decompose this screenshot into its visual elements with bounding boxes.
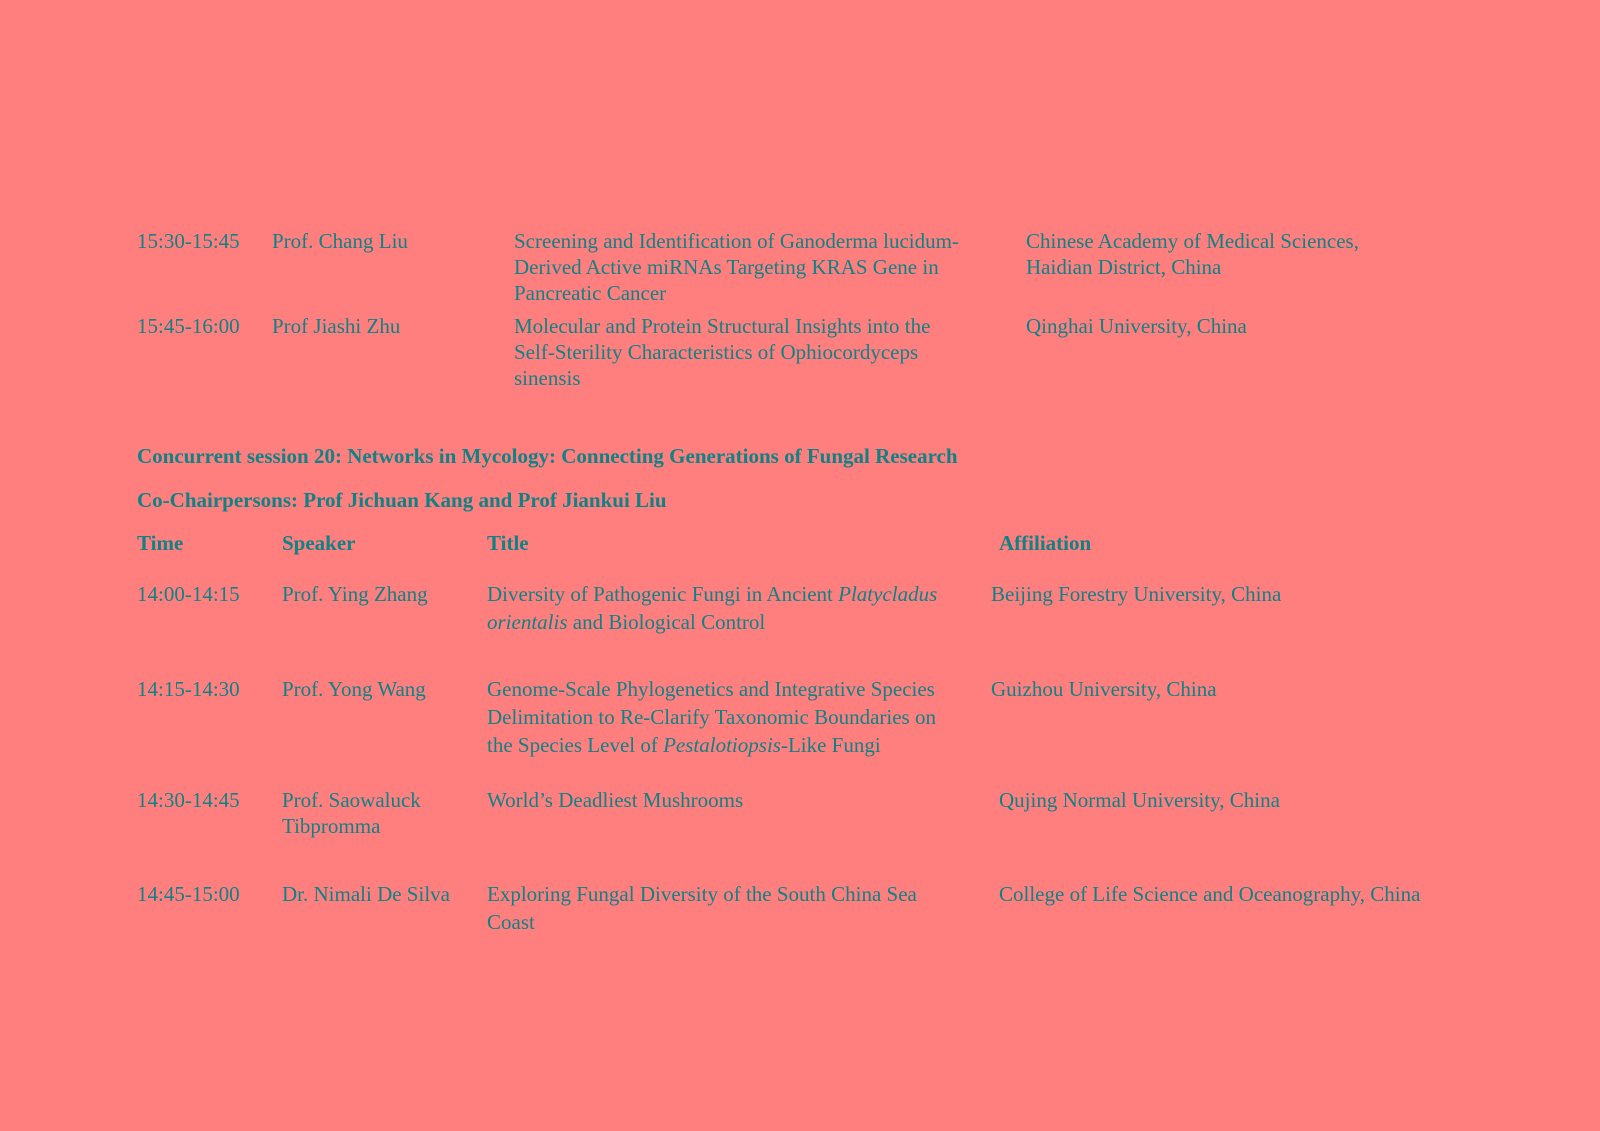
session-chairs: Co-Chairpersons: Prof Jichuan Kang and Prof Jiankui Liu xyxy=(137,488,667,512)
time-cell: 14:15-14:30 xyxy=(137,677,240,701)
speaker-line: Prof. Saowaluck xyxy=(282,788,421,812)
title-line xyxy=(487,608,937,636)
title-line: Screening and Identification of Ganoderma lucidum- xyxy=(514,229,959,253)
title-line: Delimitation to Re-Clarify Taxonomic Boundaries on xyxy=(487,705,936,729)
title-text: -Like Fungi xyxy=(780,733,881,757)
title-line: Genome-Scale Phylogenetics and Integrative Species xyxy=(487,677,935,701)
title-line: sinensis xyxy=(514,366,581,390)
title-italic: Pestalotiopsis xyxy=(663,733,781,757)
header-title: Title xyxy=(487,531,529,555)
time-cell: 14:30-14:45 xyxy=(137,788,240,812)
speaker-line: Prof. Yong Wang xyxy=(282,677,426,701)
speaker-cell: Prof Jiashi Zhu xyxy=(272,314,401,338)
session-title: Concurrent session 20: Networks in Mycology: Connecting Generations of Fungal Research xyxy=(137,444,958,468)
speaker-cell: Prof. Chang Liu xyxy=(272,229,408,253)
title-cell xyxy=(514,228,959,306)
title-line: Pancreatic Cancer xyxy=(514,281,667,305)
affiliation-cell: Guizhou University, China xyxy=(991,677,1217,701)
time-cell: 15:30-15:45 xyxy=(137,229,240,253)
affiliation-cell: College of Life Science and Oceanography, China xyxy=(999,882,1421,906)
speaker-line: Tibpromma xyxy=(282,814,381,838)
title-line xyxy=(487,580,937,608)
time-cell: 14:45-15:00 xyxy=(137,882,240,906)
title-text: the Species Level of xyxy=(487,733,664,757)
title-text: and Biological Control xyxy=(567,610,766,634)
affiliation-line: Chinese Academy of Medical Sciences, xyxy=(1026,229,1359,253)
header-time: Time xyxy=(137,531,184,555)
time-cell: 14:00-14:15 xyxy=(137,582,240,606)
title-cell xyxy=(514,313,930,391)
affiliation-cell xyxy=(1026,313,1247,339)
header-affiliation: Affiliation xyxy=(999,531,1092,555)
title-cell xyxy=(487,675,936,759)
time-cell: 15:45-16:00 xyxy=(137,314,240,338)
speaker-line: Prof. Ying Zhang xyxy=(282,582,428,606)
title-line xyxy=(487,731,936,759)
affiliation-line: Haidian District, China xyxy=(1026,255,1222,279)
speaker-line: Dr. Nimali De Silva xyxy=(282,882,450,906)
title-text: Diversity of Pathogenic Fungi in Ancient xyxy=(487,582,839,606)
title-cell: World’s Deadliest Mushrooms xyxy=(487,788,744,812)
affiliation-cell: Qujing Normal University, China xyxy=(999,788,1280,812)
title-cell xyxy=(487,580,937,636)
affiliation-line: Qinghai University, China xyxy=(1026,314,1247,338)
title-line: Molecular and Protein Structural Insights into the xyxy=(514,314,931,338)
title-line: Self-Sterility Characteristics of Ophiocordyceps xyxy=(514,340,919,364)
header-speaker: Speaker xyxy=(282,531,356,555)
speaker-cell xyxy=(282,675,426,703)
title-cell xyxy=(487,880,917,936)
title-italic: Platycladus xyxy=(838,582,938,606)
title-line: Coast xyxy=(487,910,535,934)
title-italic: orientalis xyxy=(487,610,568,634)
speaker-cell xyxy=(282,880,450,908)
affiliation-cell xyxy=(1026,228,1359,280)
speaker-cell xyxy=(282,580,428,608)
speaker-cell xyxy=(282,787,421,839)
affiliation-cell: Beijing Forestry University, China xyxy=(991,582,1282,606)
title-line: Exploring Fungal Diversity of the South China Sea xyxy=(487,882,917,906)
title-line: Derived Active miRNAs Targeting KRAS Gene in xyxy=(514,255,939,279)
